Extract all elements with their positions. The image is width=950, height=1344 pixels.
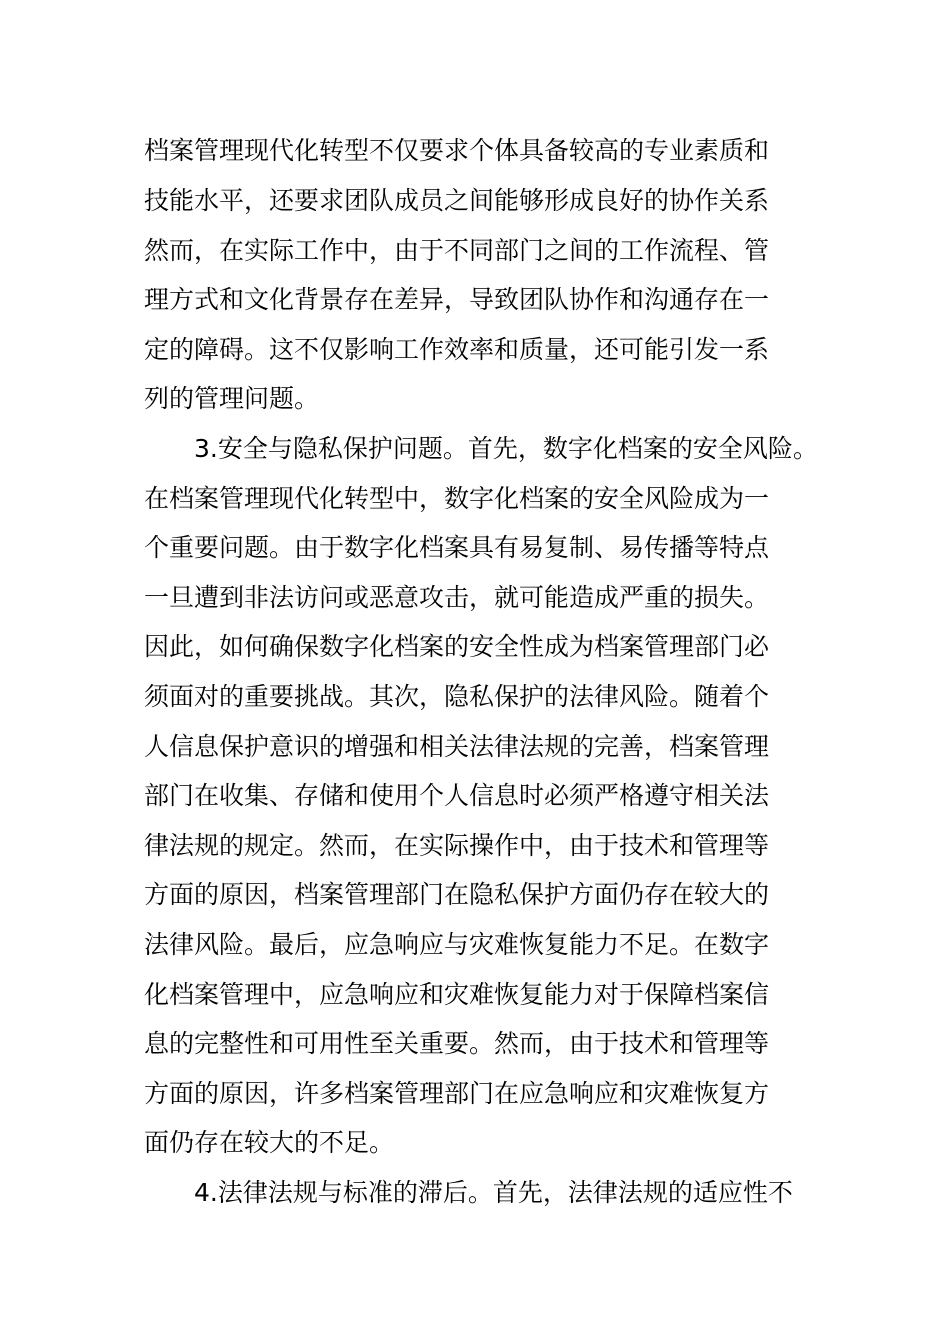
- text-line: 技能水平，还要求团队成员之间能够形成良好的协作关系: [144, 186, 770, 215]
- text-line: 方面的原因，档案管理部门在隐私保护方面仍存在较大的: [144, 880, 770, 909]
- paragraph-heading-line: 4.法律法规与标准的滞后。首先，法律法规的适应性不: [194, 1178, 793, 1207]
- text-line: 息的完整性和可用性至关重要。然而，由于技术和管理等: [144, 1029, 770, 1058]
- text-line: 理方式和文化背景存在差异，导致团队协作和沟通存在一: [144, 285, 770, 314]
- paragraph-heading-line: 3.安全与隐私保护问题。首先，数字化档案的安全风险。: [194, 434, 818, 463]
- text-line: 人信息保护意识的增强和相关法律法规的完善，档案管理: [144, 732, 770, 761]
- text-line: 须面对的重要挑战。其次，隐私保护的法律风险。随着个: [144, 682, 770, 711]
- text-line: 然而，在实际工作中，由于不同部门之间的工作流程、管: [144, 236, 770, 265]
- text-line: 列的管理问题。: [144, 384, 320, 413]
- text-line: 化档案管理中，应急响应和灾难恢复能力对于保障档案信: [144, 980, 770, 1009]
- text-line: 面仍存在较大的不足。: [144, 1128, 395, 1157]
- text-line: 因此，如何确保数字化档案的安全性成为档案管理部门必: [144, 632, 770, 661]
- text-line: 一旦遭到非法访问或恶意攻击，就可能造成严重的损失。: [144, 583, 770, 612]
- text-line: 法律风险。最后，应急响应与灾难恢复能力不足。在数字: [144, 930, 770, 959]
- text-line: 个重要问题。由于数字化档案具有易复制、易传播等特点: [144, 533, 770, 562]
- text-line: 律法规的规定。然而，在实际操作中，由于技术和管理等: [144, 831, 770, 860]
- text-line: 定的障碍。这不仅影响工作效率和质量，还可能引发一系: [144, 335, 770, 364]
- text-line: 档案管理现代化转型不仅要求个体具备较高的专业素质和: [144, 136, 770, 165]
- text-line: 部门在收集、存储和使用个人信息时必须严格遵守相关法: [144, 781, 770, 810]
- text-line: 在档案管理现代化转型中，数字化档案的安全风险成为一: [144, 484, 770, 513]
- text-line: 方面的原因，许多档案管理部门在应急响应和灾难恢复方: [144, 1079, 770, 1108]
